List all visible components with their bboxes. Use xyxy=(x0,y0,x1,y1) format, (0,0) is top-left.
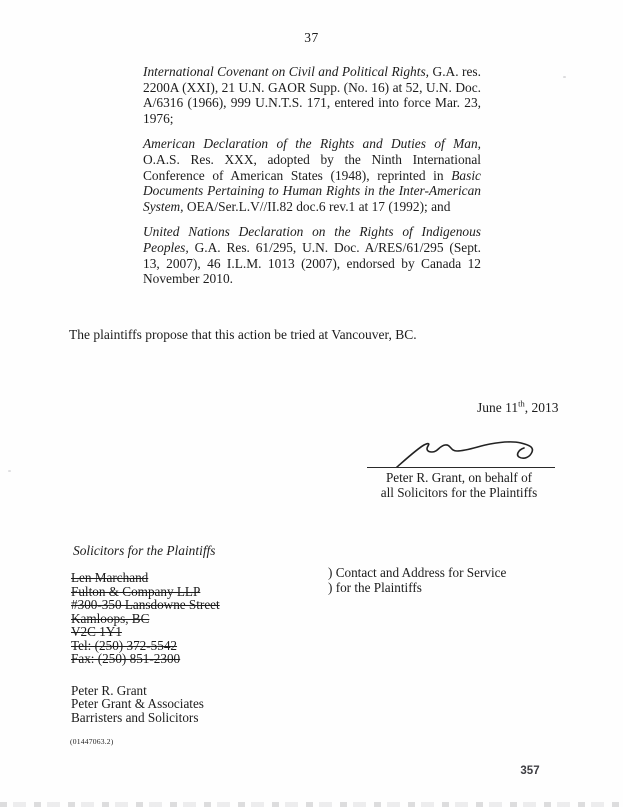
date-ordinal-superscript: th xyxy=(518,398,525,409)
service-note-line-1: ) Contact and Address for Service xyxy=(328,565,507,580)
page-number-top: 37 xyxy=(304,30,319,45)
service-note-line-2: ) for the Plaintiffs xyxy=(328,579,422,595)
struck-address xyxy=(71,571,220,666)
service-note xyxy=(328,566,506,595)
document-file-number: (01447063.2) xyxy=(70,737,114,746)
current-firm xyxy=(71,684,204,724)
struck-address-line: Tel: (250) 372-5542 xyxy=(71,637,178,653)
scan-speck xyxy=(8,470,11,472)
struck-address-line: #300-350 Lansdowne Street xyxy=(71,597,220,612)
signatory-line-1: Peter R. Grant, on behalf of xyxy=(385,470,533,485)
current-firm-line: Peter Grant & Associates xyxy=(71,696,204,712)
struck-address-line: Len Marchand xyxy=(71,570,149,585)
current-firm-line: Peter R. Grant xyxy=(71,683,147,698)
struck-address-line: Fulton & Company LLP xyxy=(71,583,201,599)
citation-paragraph: International Covenant on Civil and Political Rights, G.A. res. 2200A (XXI), 21 U.N. GAOR Supp. (No. 16) at 52, U.N. Doc. A/6316 (1966), 999 U.N.T.S. 171, entered into force Mar. 23, 1976; xyxy=(143,64,481,126)
handwritten-signature xyxy=(393,436,561,470)
citations xyxy=(143,64,481,297)
scan-speck xyxy=(563,76,566,78)
signatory-name-block xyxy=(358,470,560,500)
scan-bottom-edge-artifact xyxy=(0,802,623,807)
solicitors-heading: Solicitors for the Plaintiffs xyxy=(73,543,216,558)
date-prefix: June 11 xyxy=(477,400,519,415)
citation-paragraph: United Nations Declaration on the Rights of Indigenous Peoples, G.A. Res. 61/295, U.N. Doc. A/RES/61/295 (Sept. 13, 2007), 46 I.L.M. 1013 (2007), endorsed by Canada 12 November 2010. xyxy=(143,224,481,287)
trial-statement: The plaintiffs propose that this action be tried at Vancouver, BC. xyxy=(69,327,417,342)
citation-paragraph: American Declaration of the Rights and Duties of Man, O.A.S. Res. XXX, adopted by the Ninth International Conference of American States (1948), reprinted in Basic Documents Pertaining to Human Rights in the Inter-American System, OEA/Ser.L.V//II.82 doc.6 rev.1 at 17 (1992); and xyxy=(143,136,481,214)
signature-line xyxy=(367,467,555,468)
signatory-line-2: all Solicitors for the Plaintiffs xyxy=(380,485,538,500)
struck-address-line: V2C 1Y1 xyxy=(71,624,122,639)
current-firm-line: Barristers and Solicitors xyxy=(71,709,199,725)
date-suffix: , 2013 xyxy=(524,400,559,415)
stamped-page-number: 357 xyxy=(520,765,540,777)
struck-address-line: Kamloops, BC xyxy=(71,610,150,626)
struck-address-line: Fax: (250) 851-2300 xyxy=(71,651,181,666)
signature-date xyxy=(477,400,559,416)
